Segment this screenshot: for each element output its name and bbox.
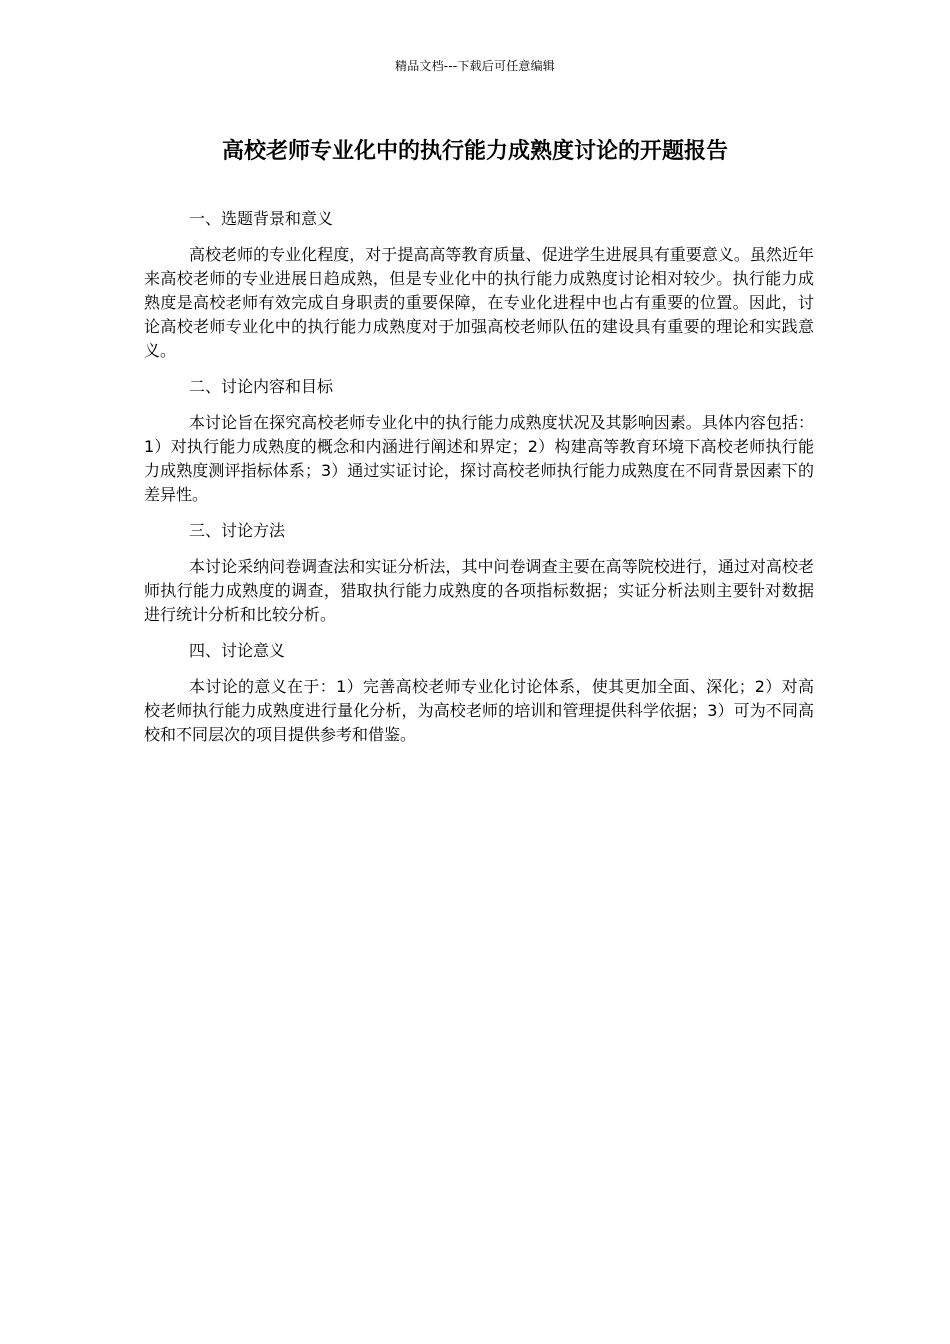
section-heading: 一、选题背景和意义 xyxy=(189,209,334,228)
section-paragraph: 本讨论的意义在于：1）完善高校老师专业化讨论体系，使其更加全面、深化；2）对高校老师执行能力成熟度进行量化分析，为高校老师的培训和管理提供科学依据；3）可为不同高校和不同层次的项目提供参考和借鉴。 xyxy=(144,677,814,744)
section-significance xyxy=(144,639,814,747)
section-paragraph: 本讨论旨在探究高校老师专业化中的执行能力成熟度状况及其影响因素。具体内容包括：1）对执行能力成熟度的概念和内涵进行阐述和界定；2）构建高等教育环境下高校老师执行能力成熟度测评指标体系；3）通过实证讨论，探讨高校老师执行能力成熟度在不同背景因素下的差异性。 xyxy=(144,413,814,504)
section-content-goals xyxy=(144,375,814,507)
section-paragraph: 高校老师的专业化程度，对于提高高等教育质量、促进学生进展具有重要意义。虽然近年来高校老师的专业进展日趋成熟，但是专业化中的执行能力成熟度讨论相对较少。执行能力成熟度是高校老师有效完成自身职责的重要保障，在专业化进程中也占有重要的位置。因此，讨论高校老师专业化中的执行能力成熟度对于加强高校老师队伍的建设具有重要的理论和实践意义。 xyxy=(144,245,814,360)
section-heading: 四、讨论意义 xyxy=(189,641,286,660)
document-title: 高校老师专业化中的执行能力成熟度讨论的开题报告 xyxy=(221,139,728,164)
document-body xyxy=(144,207,814,759)
section-heading: 二、讨论内容和目标 xyxy=(189,377,334,396)
section-background xyxy=(144,207,814,363)
section-paragraph: 本讨论采纳问卷调查法和实证分析法，其中问卷调查主要在高等院校进行，通过对高校老师执行能力成熟度的调查，猎取执行能力成熟度的各项指标数据；实证分析法则主要针对数据进行统计分析和比较分析。 xyxy=(144,557,814,624)
section-methods xyxy=(144,519,814,627)
section-heading: 三、讨论方法 xyxy=(189,521,286,540)
header-note: 精品文档---下载后可任意编辑 xyxy=(395,59,555,73)
